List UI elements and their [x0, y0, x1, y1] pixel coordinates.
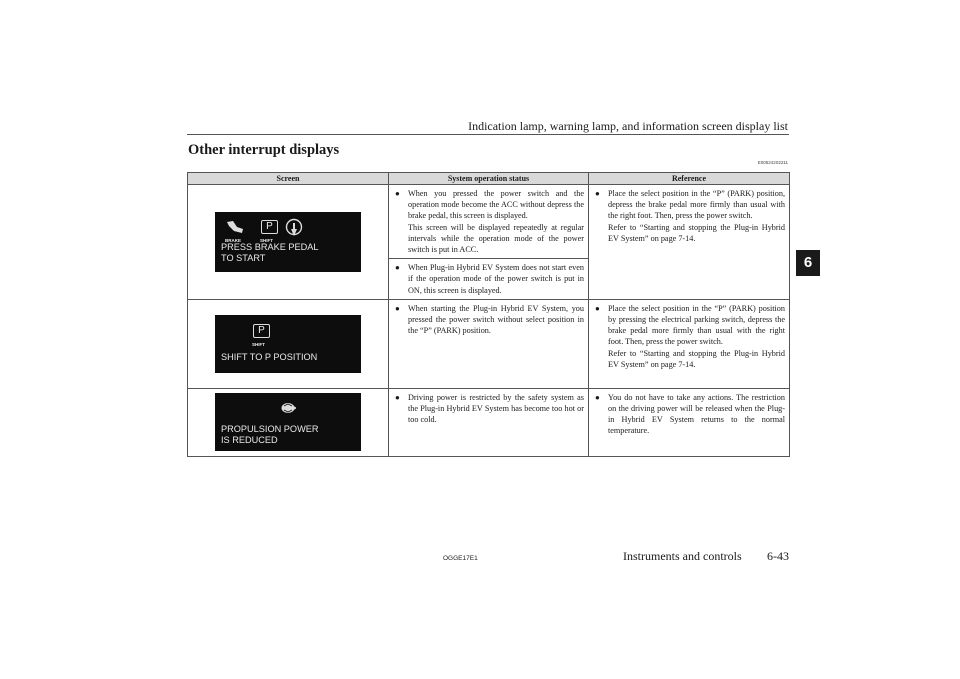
running-header: Indication lamp, warning lamp, and information screen display list [468, 119, 788, 133]
park-p-icon: P [253, 324, 270, 338]
reference-item [593, 392, 785, 437]
screen-cell [188, 185, 389, 300]
press-brake-pedal-screen [215, 212, 361, 272]
table-row [188, 388, 790, 456]
column-header-screen: Screen [188, 173, 389, 185]
screen-cell [188, 388, 389, 456]
turtle-icon [280, 401, 296, 415]
status-cell [389, 259, 589, 300]
status-item [393, 262, 584, 296]
table-header-row [188, 173, 790, 185]
reference-item [593, 188, 785, 244]
footer-section-name: Instruments and controls [623, 549, 742, 563]
reference-cell [589, 185, 790, 300]
status-item [393, 303, 584, 337]
shift-label: SHIFT [252, 341, 265, 347]
chapter-tab: 6 [796, 250, 820, 276]
column-header-reference: Reference [589, 173, 790, 185]
section-title: Other interrupt displays [188, 142, 340, 158]
screen-message-line1: SHIFT TO P POSITION [221, 351, 318, 362]
reference-cell [589, 299, 790, 388]
status-item [393, 188, 584, 255]
status-text: ● When starting the Plug-in Hybrid EV System, you pressed the power switch without select position in the “P” (PARK) position. [408, 303, 584, 336]
screen-message-line2: TO START [221, 252, 266, 263]
reference-text: ● You do not have to take any actions. The restriction on the driving power will be released when the Plug-in Hybrid EV System returns to the normal temperature. [608, 392, 785, 436]
propulsion-power-reduced-screen [215, 393, 361, 451]
reference-cell [589, 388, 790, 456]
section-code: E00524202211 [757, 160, 788, 165]
screen-message-line1: PROPULSION POWER [221, 424, 319, 435]
header-rule [187, 134, 789, 135]
status-text: ● When Plug-in Hybrid EV System does not start even if the operation mode of the power switch is put in ON, this screen is displayed. [408, 263, 584, 295]
reference-note: Refer to “Starting and stopping the Plug-in Hybrid EV System” on page 7-14. [608, 348, 785, 369]
status-cell [389, 388, 589, 456]
shift-to-p-screen [215, 315, 361, 373]
interrupt-display-table [187, 172, 790, 457]
status-note: This screen will be displayed repeatedly at regular intervals while the operation mode of the power switch is put in ACC. [408, 222, 584, 255]
status-cell [389, 299, 589, 388]
reference-note: Refer to “Starting and stopping the Plug-in Hybrid EV System” on page 7-14. [608, 222, 785, 243]
document-code: OGGE17E1 [443, 555, 478, 562]
screen-cell [188, 299, 389, 388]
shift-label: SHIFT [260, 237, 273, 243]
power-switch-press-icon [285, 218, 303, 238]
reference-text: ● Place the select position in the “P” (PARK) position, depress the brake pedal more firmly than usual with the right foot. Then, press the power switch. [608, 189, 785, 221]
status-text: ● When you pressed the power switch and the operation mode become the ACC without depress the brake pedal, this screen is displayed. [408, 189, 584, 221]
page-number: 6-43 [767, 549, 789, 563]
status-item [393, 392, 584, 426]
screen-message-line2: IS REDUCED [221, 435, 278, 446]
brake-foot-icon [225, 219, 245, 235]
park-p-icon: P [261, 220, 278, 234]
screen-message-line1: PRESS BRAKE PEDAL [221, 241, 319, 252]
status-text: ● Driving power is restricted by the safety system as the Plug-in Hybrid EV System has become too hot or too cold. [408, 392, 584, 425]
reference-text: ● Place the select position in the “P” (PARK) position by pressing the electrical parking switch, depress the brake pedal more firmly than usual with the right foot. Then, press the power switch. [608, 303, 785, 347]
status-cell [389, 185, 589, 259]
table-row [188, 299, 790, 388]
column-header-status: System operation status [389, 173, 589, 185]
reference-item [593, 303, 785, 370]
table-row [188, 185, 790, 259]
brake-label: BRAKE [225, 237, 242, 243]
